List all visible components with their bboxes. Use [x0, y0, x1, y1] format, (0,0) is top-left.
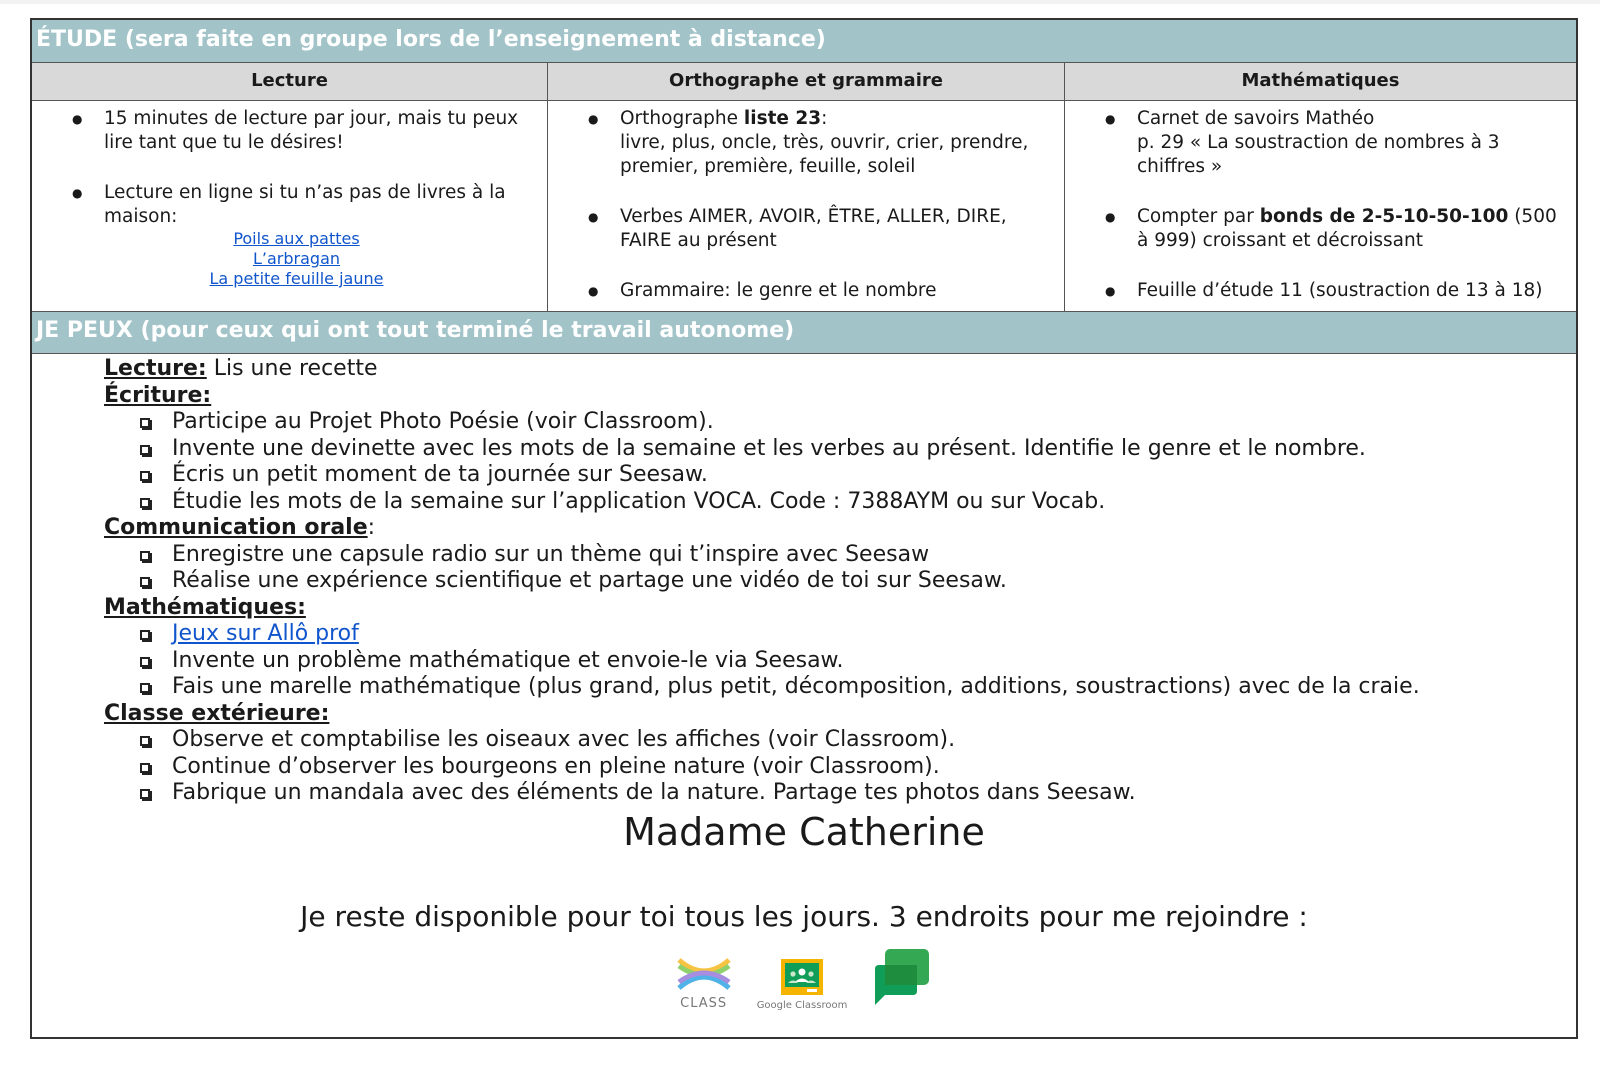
reading-links — [64, 229, 529, 289]
communication-title: Communication orale — [104, 515, 368, 540]
mathematiques-cell — [1065, 101, 1576, 311]
maths-title: Mathématiques: — [104, 594, 306, 620]
header-mathematiques: Mathématiques — [1065, 63, 1576, 101]
list-item — [138, 621, 1576, 648]
google-chat-logo[interactable] — [873, 947, 931, 1011]
communication-list — [104, 542, 1576, 595]
list-item: ● Carnet de savoirs Mathéo p. 29 « La soustraction de nombres à 3 chiffres » — [1105, 107, 1558, 179]
list-item: ● Orthographe liste 23: livre, plus, oncle, très, ouvrir, crier, prendre, premier, première, feuille, soleil — [588, 107, 1046, 179]
communication-line: Communication orale: — [104, 515, 376, 540]
seesaw-caption: CLASS — [680, 995, 728, 1011]
contact-logos — [32, 947, 1576, 1011]
teacher-name: Madame Catherine — [623, 809, 985, 854]
list-item: Observe et comptabilise les oiseaux avec les affiches (voir Classroom). — [138, 727, 1576, 754]
exterieur-list — [104, 727, 1576, 807]
list-item: ● 15 minutes de lecture par jour, mais tu peux lire tant que tu le désires! — [72, 107, 529, 155]
list-item: ● Grammaire: le genre et le nombre — [588, 279, 1046, 303]
list-item: Invente une devinette avec les mots de la semaine et les verbes au présent. Identifie le genre et le nombre. — [138, 436, 1576, 463]
maths-list — [104, 621, 1576, 701]
link-poils-aux-pattes[interactable]: Poils aux pattes — [233, 229, 360, 248]
header-orthographe: Orthographe et grammaire — [548, 63, 1065, 101]
etude-header-row — [32, 63, 1576, 101]
etude-body-row — [32, 101, 1576, 311]
seesaw-logo[interactable] — [677, 956, 731, 1011]
list-item: ● Compter par bonds de 2-5-10-50-100 (500 à 999) croissant et décroissant — [1105, 205, 1558, 253]
list-item: ● Feuille d’étude 11 (soustraction de 13 à 18) — [1105, 279, 1558, 303]
exterieur-title: Classe extérieure: — [104, 700, 330, 726]
list-item: Enregistre une capsule radio sur un thème qui t’inspire avec Seesaw — [138, 542, 1576, 569]
list-item: Fabrique un mandala avec des éléments de la nature. Partage tes photos dans Seesaw. — [138, 780, 1576, 807]
list-item: Participe au Projet Photo Poésie (voir Classroom). — [138, 409, 1576, 436]
google-classroom-icon — [780, 958, 824, 996]
contact-text: Je reste disponible pour toi tous les jours. 3 endroits pour me rejoindre : — [300, 899, 1308, 933]
list-item: Continue d’observer les bourgeons en pleine nature (voir Classroom). — [138, 754, 1576, 781]
lecture-cell — [32, 101, 548, 311]
etude-band: ÉTUDE (sera faite en groupe lors de l’enseignement à distance) — [32, 20, 1576, 63]
seesaw-class-icon — [677, 956, 731, 992]
link-petite-feuille-jaune[interactable]: La petite feuille jaune — [209, 269, 384, 288]
google-classroom-logo[interactable] — [757, 958, 848, 1011]
list-item: Fais une marelle mathématique (plus grand, plus petit, décomposition, additions, soustractions) avec de la craie. — [138, 674, 1576, 701]
jepeux-section — [32, 354, 1576, 807]
list-item: Réalise une expérience scientifique et partage une vidéo de toi sur Seesaw. — [138, 568, 1576, 595]
link-arbragan[interactable]: L’arbragan — [252, 249, 341, 268]
allo-prof-link[interactable]: Jeux sur Allô prof — [172, 621, 359, 646]
jepeux-band: JE PEUX (pour ceux qui ont tout terminé le travail autonome) — [32, 311, 1576, 354]
list-item: ● Lecture en ligne si tu n’as pas de livres à la maison: Poils aux pattes L’arbragan La petite feuille jaune — [72, 181, 529, 289]
list-item: Étudie les mots de la semaine sur l’application VOCA. Code : 7388AYM ou sur Vocab. — [138, 489, 1576, 516]
header-lecture: Lecture — [32, 63, 548, 101]
homework-sheet — [30, 18, 1578, 1039]
list-item: ● Verbes AIMER, AVOIR, ÊTRE, ALLER, DIRE, FAIRE au présent — [588, 205, 1046, 253]
google-chat-icon — [873, 947, 931, 1007]
orthographe-cell — [548, 101, 1065, 311]
list-item: Invente un problème mathématique et envoie-le via Seesaw. — [138, 648, 1576, 675]
list-item: Écris un petit moment de ta journée sur Seesaw. — [138, 462, 1576, 489]
ecriture-title: Écriture: — [104, 382, 212, 408]
lecture-line: Lecture: Lis une recette — [104, 356, 378, 381]
ecriture-list — [104, 409, 1576, 515]
top-edge — [0, 0, 1600, 4]
google-classroom-caption: Google Classroom — [756, 999, 848, 1011]
lecture-title: Lecture: — [104, 356, 207, 381]
